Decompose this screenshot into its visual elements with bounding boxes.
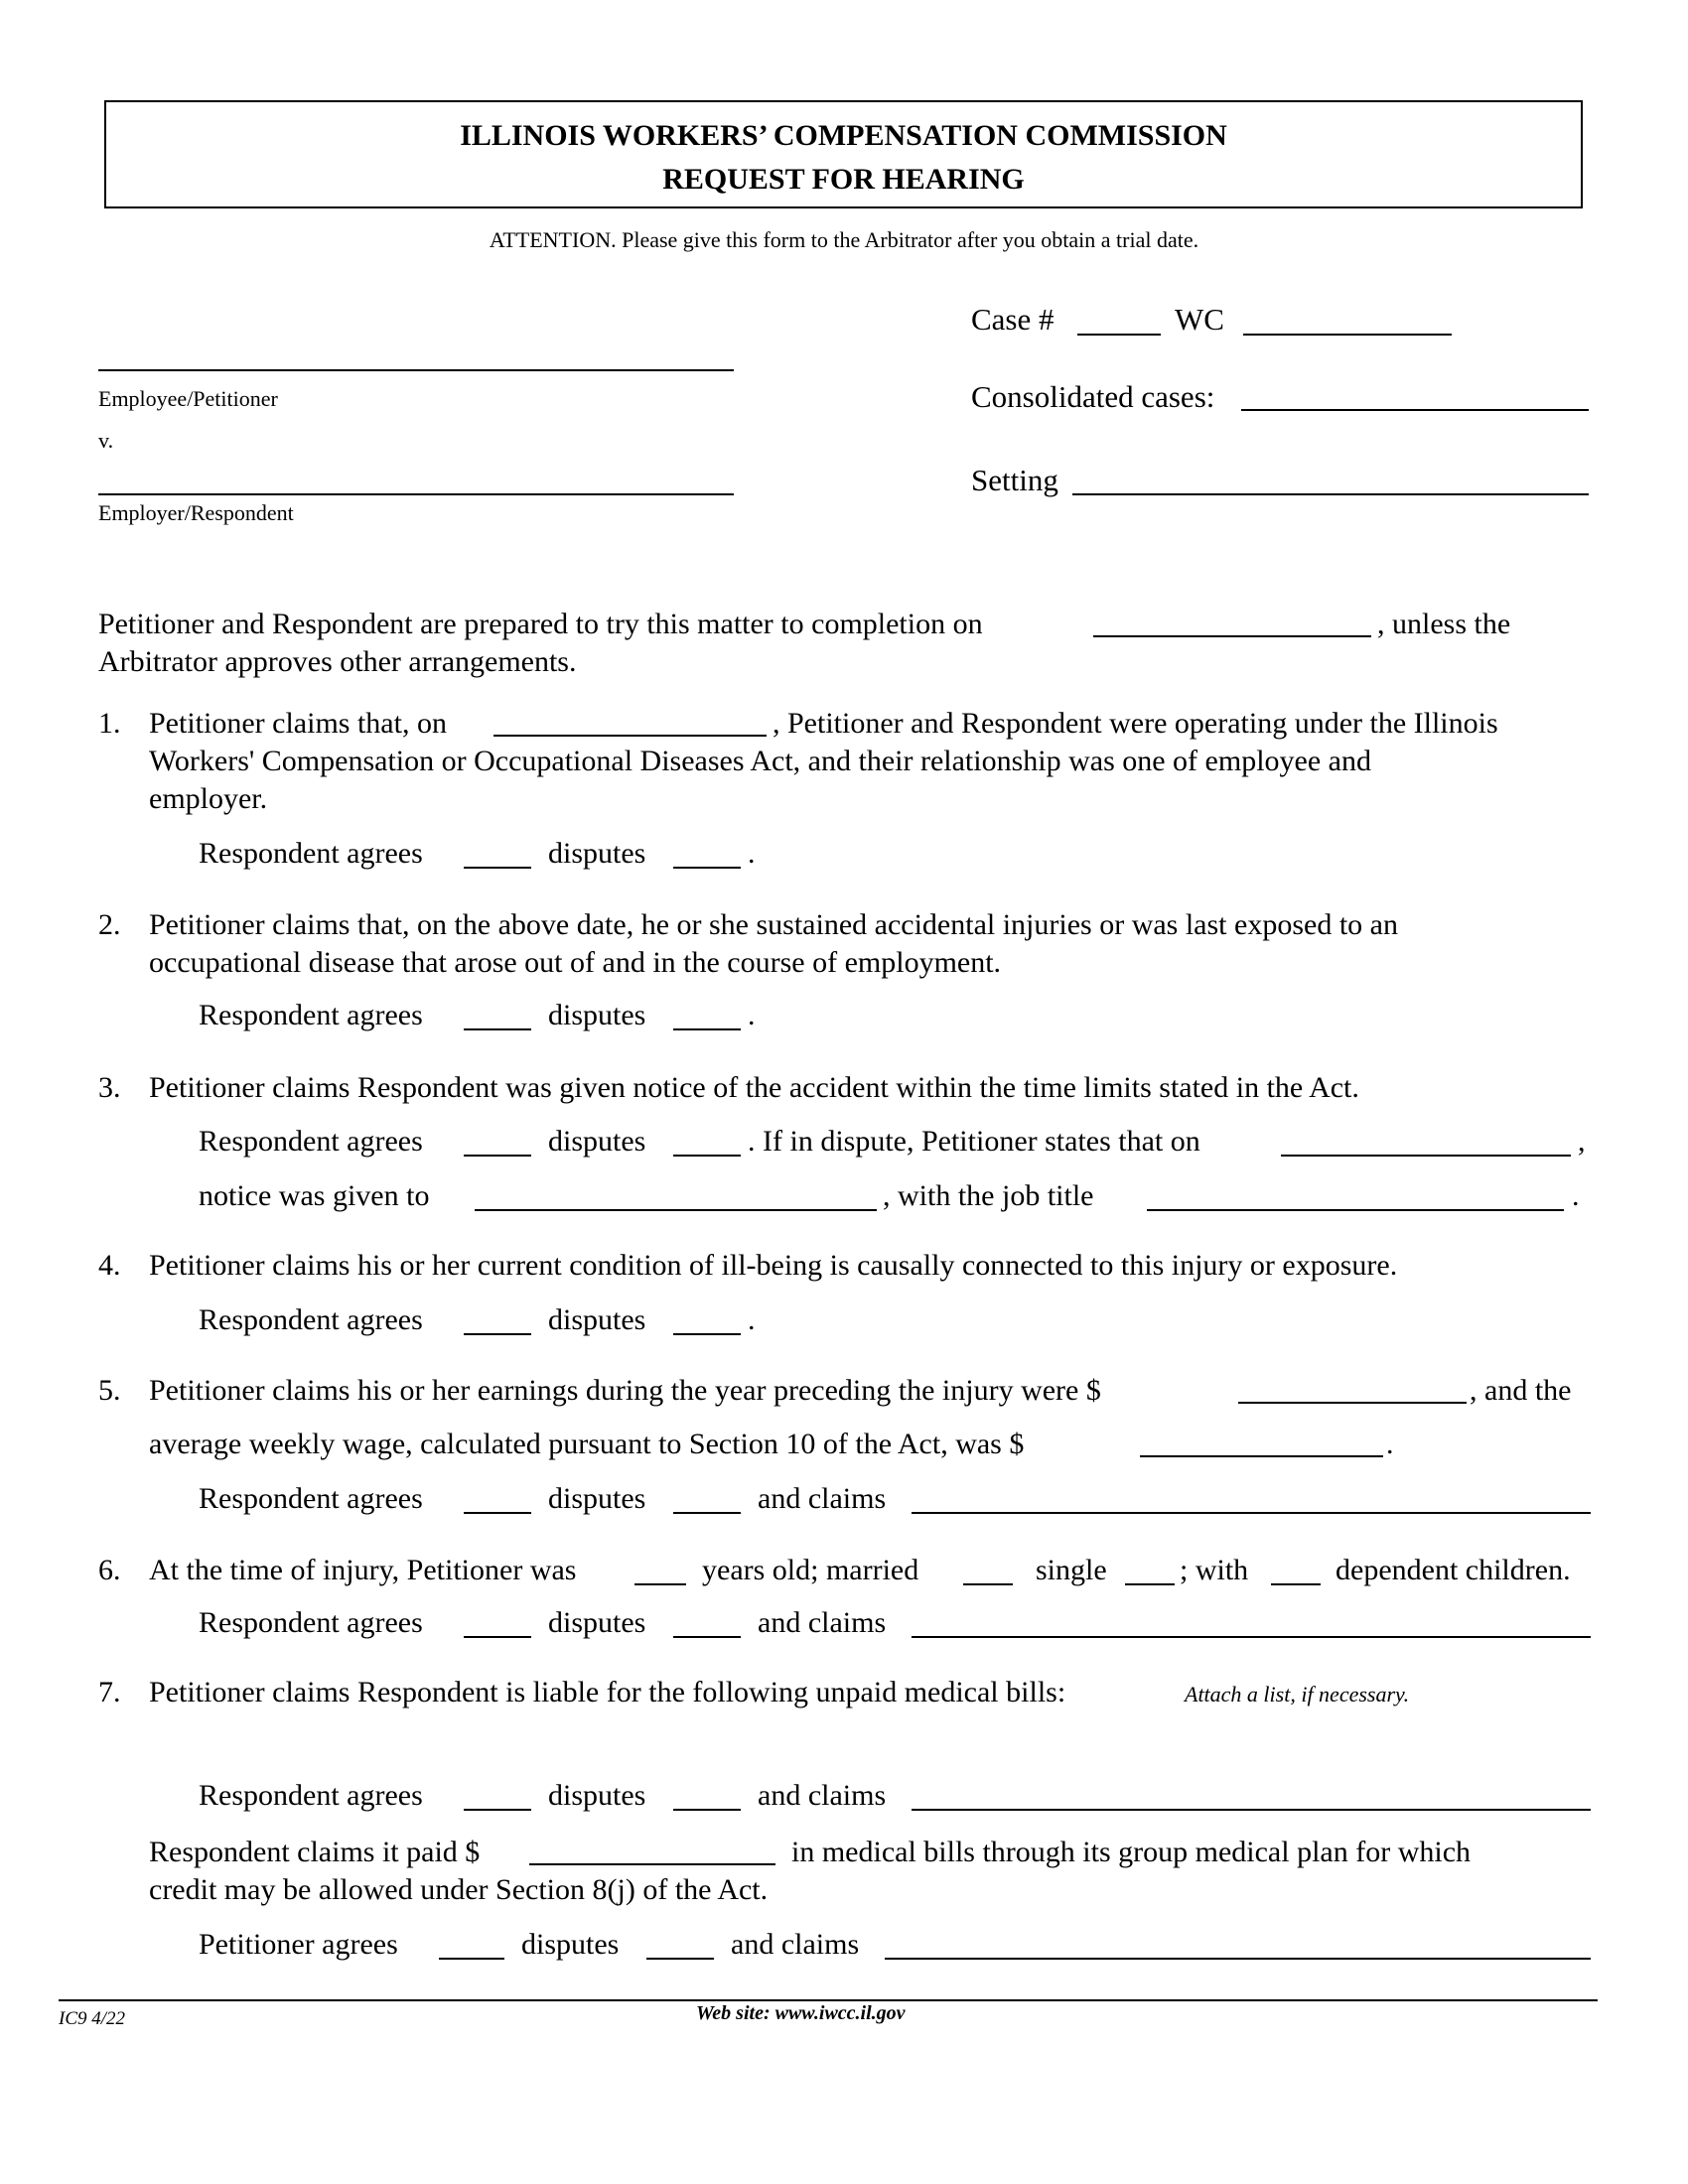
item-5-and-claims-label: and claims — [758, 1482, 887, 1515]
item-7-attach-note: Attach a list, if necessary. — [1185, 1682, 1410, 1706]
form-id: IC9 4/22 — [59, 2008, 126, 2029]
item-7-number: 7. — [98, 1676, 121, 1708]
item-7-paid-text-line2: credit may be allowed under Section 8(j) of the Act. — [149, 1873, 769, 1906]
item-5-number: 5. — [98, 1374, 121, 1407]
item-5-agrees-field[interactable] — [464, 1512, 531, 1514]
item-2-text-line2: occupational disease that arose out of and in the course of employment. — [149, 946, 1002, 979]
item-6-agrees-field[interactable] — [464, 1636, 531, 1638]
consolidated-cases-field[interactable] — [1241, 409, 1589, 411]
header-box — [104, 100, 1583, 208]
item-3-comma: , — [1578, 1125, 1586, 1158]
item-3-job-label: , with the job title — [883, 1179, 1094, 1212]
item-3-notice-label: notice was given to — [199, 1179, 430, 1212]
item-7-text: Petitioner claims Respondent is liable for the following unpaid medical bills: — [149, 1676, 1066, 1708]
item-4-period: . — [748, 1303, 756, 1336]
item-4-agrees-field[interactable] — [464, 1333, 531, 1335]
item-4-resp-agrees-label: Respondent agrees — [199, 1303, 423, 1336]
item-5-text-cont: , and the — [1470, 1374, 1572, 1407]
item-6-disputes-label: disputes — [548, 1606, 646, 1639]
setting-label: Setting — [971, 463, 1058, 497]
item-6-and-claims-label: and claims — [758, 1606, 887, 1639]
item-3-agrees-field[interactable] — [464, 1155, 531, 1157]
item-6-single-field[interactable] — [1125, 1583, 1175, 1585]
item-2-disputes-label: disputes — [548, 999, 646, 1031]
wc-label: WC — [1175, 302, 1224, 337]
item-3-dispute-text: . If in dispute, Petitioner states that on — [748, 1125, 1200, 1158]
item-6-disputes-field[interactable] — [673, 1636, 741, 1638]
item-7-paid-amount-field[interactable] — [529, 1863, 775, 1865]
item-1-agrees-field[interactable] — [464, 867, 531, 869]
item-7-disputes-label: disputes — [548, 1779, 646, 1812]
item-6-married-field[interactable] — [963, 1583, 1013, 1585]
item-6-number: 6. — [98, 1554, 121, 1586]
item-5-resp-agrees-label: Respondent agrees — [199, 1482, 423, 1515]
setting-field[interactable] — [1072, 493, 1589, 495]
item-5-disputes-label: disputes — [548, 1482, 646, 1515]
item-3-notice-recipient-field[interactable] — [475, 1209, 877, 1211]
item-2-number: 2. — [98, 908, 121, 941]
item-5-claims-field[interactable] — [912, 1512, 1591, 1514]
attention-note: ATTENTION. Please give this form to the Arbitrator after you obtain a trial date. — [489, 227, 1199, 252]
consolidated-label: Consolidated cases: — [971, 379, 1215, 414]
item-4-disputes-field[interactable] — [673, 1333, 741, 1335]
item-7-resp-agrees-label: Respondent agrees — [199, 1779, 423, 1812]
intro-text: Petitioner and Respondent are prepared to try this matter to completion on — [98, 608, 983, 640]
item-4-disputes-label: disputes — [548, 1303, 646, 1336]
item-7-paid-label: Respondent claims it paid $ — [149, 1836, 481, 1868]
item-1-date-field[interactable] — [493, 735, 767, 737]
item-4-number: 4. — [98, 1249, 121, 1282]
case-number-label: Case # — [971, 302, 1055, 337]
item-6-text: At the time of injury, Petitioner was — [149, 1554, 577, 1586]
item-3-disputes-field[interactable] — [673, 1155, 741, 1157]
item-7-paid-text: in medical bills through its group medical plan for which — [791, 1836, 1472, 1868]
item-3-disputes-label: disputes — [548, 1125, 646, 1158]
item-2-resp-agrees-label: Respondent agrees — [199, 999, 423, 1031]
item-6-with-label: ; with — [1180, 1554, 1249, 1586]
item-4-text: Petitioner claims his or her current condition of ill-being is causally connected to this injury or exposure. — [149, 1249, 1398, 1282]
item-6-children-field[interactable] — [1271, 1583, 1321, 1585]
item-7-and-claims-label: and claims — [758, 1779, 887, 1812]
item-1-text: Petitioner claims that, on — [149, 707, 447, 740]
item-5-disputes-field[interactable] — [673, 1512, 741, 1514]
item-1-disputes-field[interactable] — [673, 867, 741, 869]
item-1-number: 1. — [98, 707, 121, 740]
item-6-single-label: single — [1036, 1554, 1107, 1586]
item-3-number: 3. — [98, 1071, 121, 1104]
item-1-text-line3: employer. — [149, 782, 268, 815]
item-3-notice-date-field[interactable] — [1281, 1155, 1571, 1157]
item-6-age-field[interactable] — [634, 1583, 686, 1585]
item-7-pet-agrees-label: Petitioner agrees — [199, 1928, 398, 1961]
item-5-text-line2: average weekly wage, calculated pursuant to Section 10 of the Act, was $ — [149, 1428, 1025, 1460]
item-2-disputes-field[interactable] — [673, 1028, 741, 1030]
item-2-text: Petitioner claims that, on the above date, he or she sustained accidental injuries or was last exposed to an — [149, 908, 1398, 941]
item-6-children-label: dependent children. — [1336, 1554, 1571, 1586]
item-2-agrees-field[interactable] — [464, 1028, 531, 1030]
item-7-agrees-field[interactable] — [464, 1809, 531, 1811]
item-6-resp-agrees-label: Respondent agrees — [199, 1606, 423, 1639]
item-7-pet-agrees-field[interactable] — [439, 1958, 504, 1960]
item-1-resp-agrees-label: Respondent agrees — [199, 837, 423, 870]
item-5-text: Petitioner claims his or her earnings during the year preceding the injury were $ — [149, 1374, 1101, 1407]
employer-name-field[interactable] — [98, 493, 734, 495]
item-1-text-cont: , Petitioner and Respondent were operating under the Illinois — [773, 707, 1498, 740]
item-3-resp-agrees-label: Respondent agrees — [199, 1125, 423, 1158]
wc-number-field[interactable] — [1243, 334, 1452, 336]
item-5-weekly-wage-field[interactable] — [1140, 1455, 1383, 1457]
item-7-pet-disputes-label: disputes — [521, 1928, 620, 1961]
employer-label: Employer/Respondent — [98, 500, 294, 525]
item-7-pet-claims-field[interactable] — [885, 1958, 1591, 1960]
item-1-text-line2: Workers' Compensation or Occupational Diseases Act, and their relationship was one of employee and — [149, 745, 1371, 777]
item-7-claims-field[interactable] — [912, 1809, 1591, 1811]
employee-label: Employee/Petitioner — [98, 386, 278, 411]
item-7-pet-and-claims-label: and claims — [731, 1928, 860, 1961]
item-5-earnings-field[interactable] — [1238, 1402, 1467, 1404]
item-7-disputes-field[interactable] — [673, 1809, 741, 1811]
form-title: ILLINOIS WORKERS’ COMPENSATION COMMISSION — [460, 119, 1227, 152]
item-3-job-title-field[interactable] — [1147, 1209, 1564, 1211]
item-7-pet-disputes-field[interactable] — [646, 1958, 714, 1960]
completion-date-field[interactable] — [1093, 635, 1371, 637]
item-5-period: . — [1386, 1428, 1394, 1460]
item-1-disputes-label: disputes — [548, 837, 646, 870]
item-6-years-label: years old; married — [702, 1554, 919, 1586]
item-6-claims-field[interactable] — [912, 1636, 1591, 1638]
versus-label: v. — [98, 428, 114, 453]
intro-text-line2: Arbitrator approves other arrangements. — [98, 645, 577, 678]
item-1-period: . — [748, 837, 756, 870]
employee-name-field[interactable] — [98, 369, 734, 371]
website: Web site: www.iwcc.il.gov — [696, 2002, 906, 2024]
item-3-text: Petitioner claims Respondent was given notice of the accident within the time limits stated in the Act. — [149, 1071, 1359, 1104]
form-subtitle: REQUEST FOR HEARING — [662, 163, 1025, 196]
item-3-period: . — [1572, 1179, 1580, 1212]
item-2-period: . — [748, 999, 756, 1031]
intro-text-cont: , unless the — [1377, 608, 1511, 640]
case-number-field[interactable] — [1077, 334, 1161, 336]
